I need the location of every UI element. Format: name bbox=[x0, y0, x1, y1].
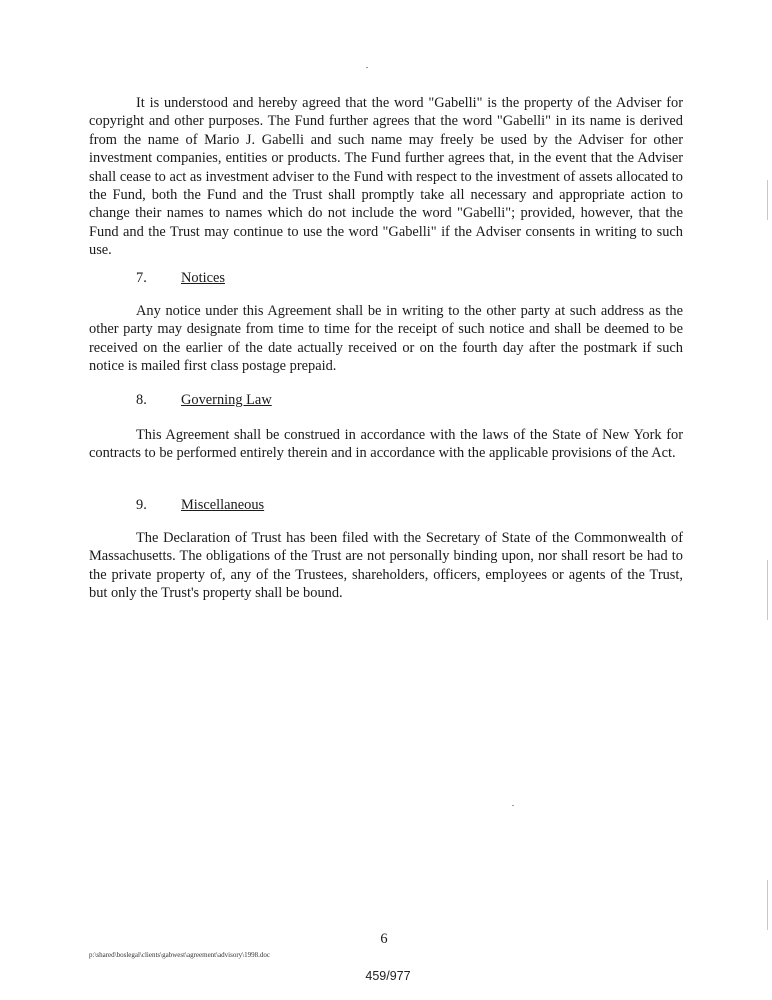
section-title: Governing Law bbox=[181, 392, 272, 408]
section-title: Notices bbox=[181, 270, 225, 286]
paragraph-gabelli-name: It is understood and hereby agreed that the word "Gabelli" is the property of the Adviser for copyright and other purposes. The Fund further agrees that the word "Gabelli" in its name is derived from the name of Mario J. Gabelli and such name may freely be used by the Adviser for other investment companies, entities or products. The Fund further agrees that, in the event that the Adviser shall cease to act as investment adviser to the Fund with respect to the investment of assets allocated to the Fund, both the Fund and the Trust shall promptly take all necessary and appropriate action to change their names to names which do not include the word "Gabelli"; provided, however, that the Fund and the Trust may continue to use the word "Gabelli" if the Adviser consents in writing to such use. bbox=[89, 95, 683, 259]
paragraph-miscellaneous: The Declaration of Trust has been filed with the Secretary of State of the Commonwealth of Massachusetts. The obligations of the Trust are not personally binding upon, nor shall resort be had to the private property of, any of the Trustees, shareholders, officers, employees or agents of the Trust, but only the Trust's property shall be bound. bbox=[89, 530, 683, 602]
scan-edge-mark bbox=[767, 880, 768, 930]
paragraph-notices: Any notice under this Agreement shall be in writing to the other party at such address as the other party may designate from time to time for the receipt of such notice and shall be deemed to be received on the earlier of the date actually received or on the fourth day after the postmark if such notice is mailed first class postage prepaid. bbox=[89, 303, 683, 375]
section-title: Miscellaneous bbox=[181, 497, 265, 513]
scan-artifact bbox=[512, 805, 514, 806]
section-number: 7. bbox=[136, 270, 147, 286]
section-heading-governing-law bbox=[136, 391, 272, 409]
scan-edge-mark bbox=[767, 180, 768, 220]
paragraph-governing-law: This Agreement shall be construed in accordance with the laws of the State of New York for contracts to be performed entirely therein and in accordance with the applicable provisions of the Act. bbox=[89, 427, 683, 462]
scan-artifact bbox=[366, 67, 368, 68]
page-number: 6 bbox=[380, 931, 388, 947]
section-number: 9. bbox=[136, 497, 147, 513]
bates-number: 459/977 bbox=[365, 969, 411, 983]
scan-edge-mark bbox=[767, 560, 768, 620]
section-heading-miscellaneous bbox=[136, 496, 264, 514]
file-path-footer: p:\shared\boslegal\clients\gabwest\agreement\advisory\1998.doc bbox=[89, 951, 270, 959]
section-heading-notices bbox=[136, 269, 225, 287]
section-number: 8. bbox=[136, 392, 147, 408]
